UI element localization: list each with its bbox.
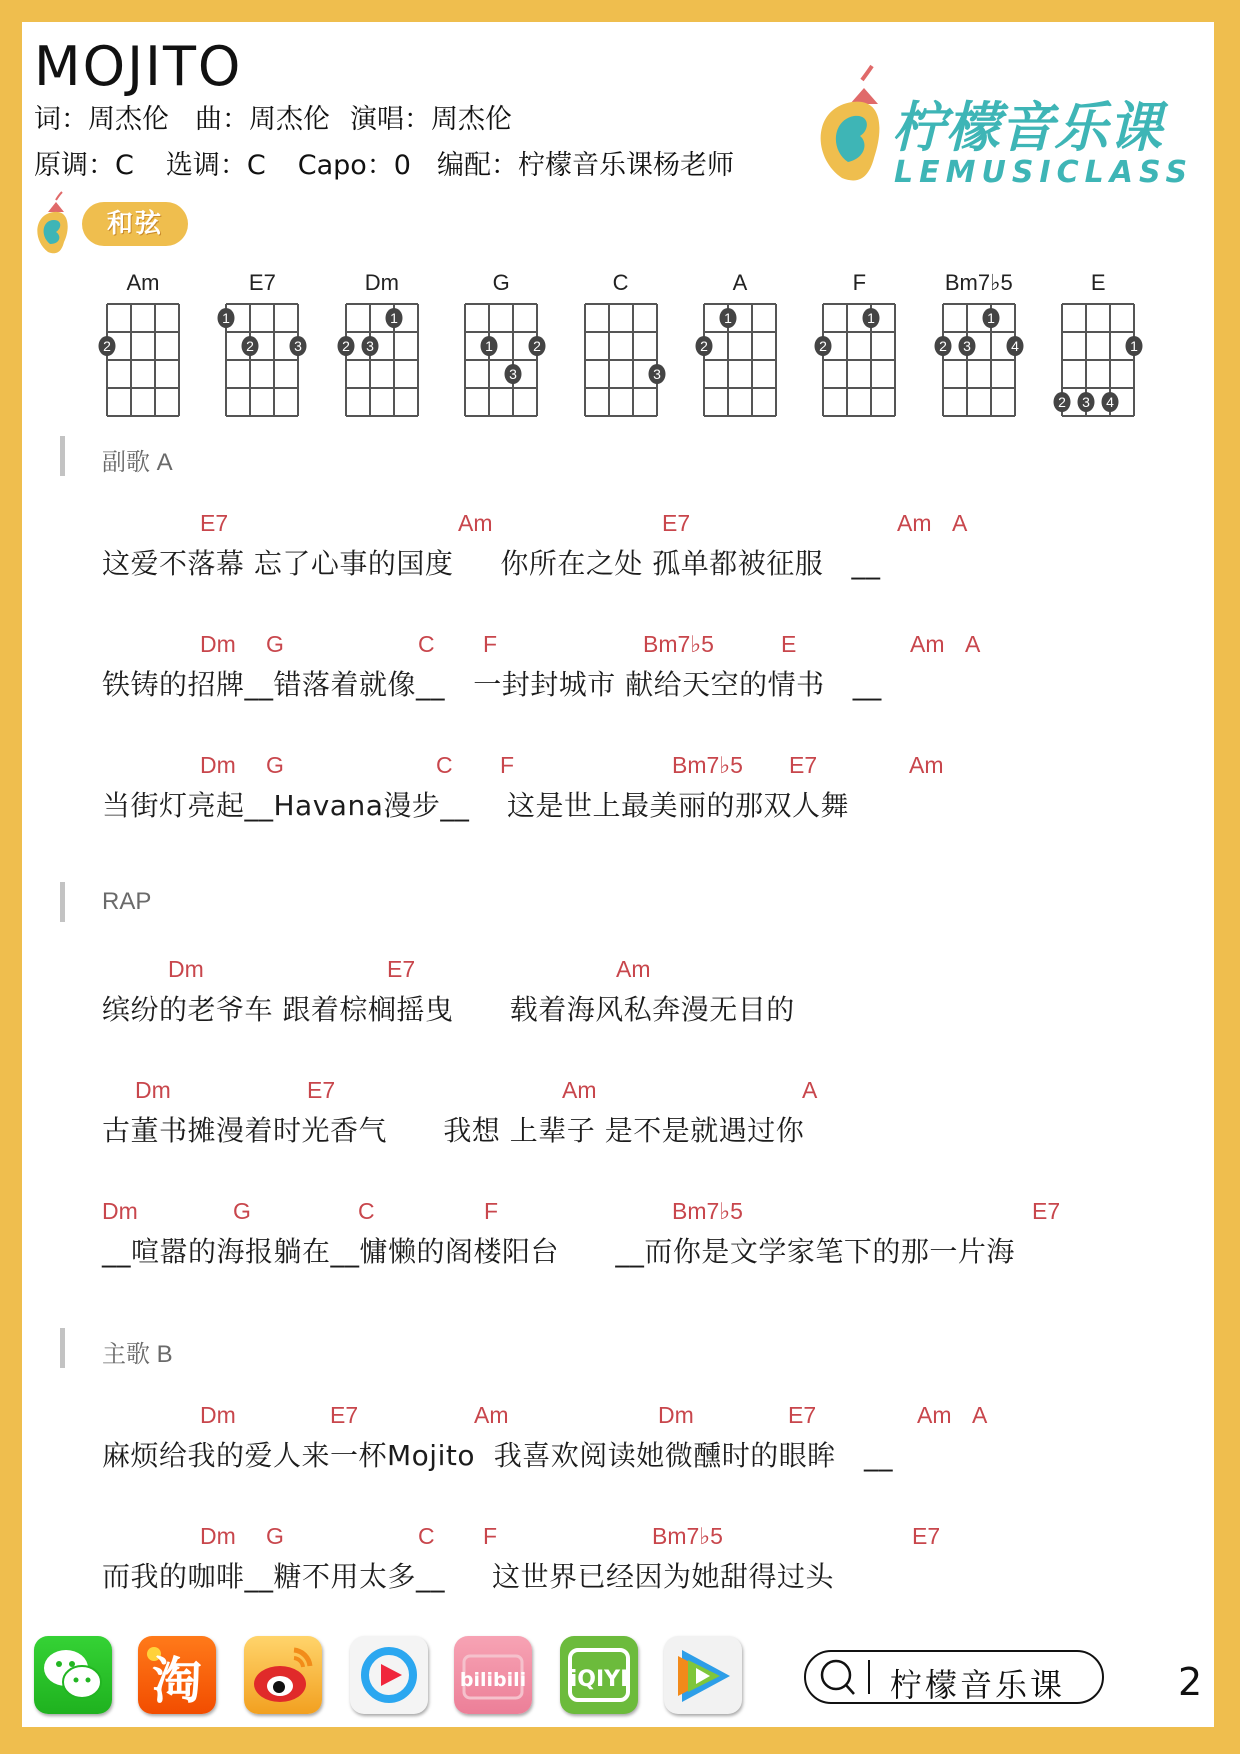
fretboard-grid: [571, 300, 681, 430]
chord-label: A: [802, 1077, 818, 1103]
chord-label: Dm: [200, 631, 236, 657]
search-divider: [868, 1660, 870, 1694]
app-icons-bar: [34, 1636, 774, 1716]
svg-text:1: 1: [986, 310, 995, 326]
section-bar: [60, 1328, 65, 1368]
wechat-icon[interactable]: [34, 1636, 112, 1714]
chord-diagram: [451, 270, 561, 440]
chord-label: E7: [662, 510, 691, 536]
svg-text:淘: 淘: [152, 1652, 202, 1710]
chord-label: G: [266, 1523, 284, 1549]
section-label: 副歌 A: [102, 449, 173, 476]
section-bar: [60, 882, 65, 922]
chord-label: Bm7♭5: [643, 631, 714, 657]
svg-text:2: 2: [819, 338, 828, 354]
fretboard-grid: [1048, 300, 1158, 430]
chord-label: F: [483, 631, 498, 657]
fretboard-grid: [93, 300, 203, 430]
credits-line: [34, 106, 512, 133]
chord-label: Bm7♭5: [672, 1198, 743, 1224]
fretboard-grid: [690, 300, 800, 430]
svg-text:3: 3: [652, 366, 661, 382]
lyric-text: 当街灯亮起__Havana漫步__ 这是世上最美丽的那双人舞: [102, 789, 849, 822]
chosen-key: 选调：C: [165, 150, 266, 181]
chord-label: E7: [200, 510, 229, 536]
fretboard-grid: [929, 300, 1039, 430]
chord-label: Am: [562, 1077, 597, 1103]
lyric-line: [102, 1402, 1202, 1472]
chord-label: E7: [789, 752, 818, 778]
chord-label: E7: [330, 1402, 359, 1428]
fretboard-grid: [212, 300, 322, 430]
chord-diagram: [332, 270, 442, 440]
chord-label: A: [972, 1402, 988, 1428]
song-title: MOJITO: [34, 35, 243, 98]
chord-diagram: [212, 270, 322, 440]
svg-text:2: 2: [700, 338, 708, 354]
chord-name: G: [492, 270, 510, 295]
svg-text:2: 2: [246, 338, 255, 354]
chord-label: C: [358, 1198, 375, 1224]
brand-logo: [812, 58, 1192, 198]
lyric-line: [102, 1077, 1202, 1147]
lemon-ear-logo-icon: [812, 58, 1192, 198]
svg-text:iQIYI: iQIYI: [569, 1667, 629, 1692]
youku-icon[interactable]: [350, 1636, 428, 1714]
svg-text:4: 4: [1106, 394, 1115, 410]
lyric-text: 缤纷的老爷车 跟着棕榈摇曳 载着海风私奔漫无目的: [102, 993, 795, 1026]
brand-name-cn: 柠檬音乐课: [892, 96, 1162, 159]
chord-label: Bm7♭5: [672, 752, 743, 778]
lyric-line: [102, 510, 1202, 580]
chord-name: Bm7♭5: [944, 270, 1013, 295]
svg-text:3: 3: [365, 338, 374, 354]
section-bar: [60, 436, 65, 476]
chord-name: Am: [126, 270, 160, 295]
chord-label: Dm: [658, 1402, 694, 1428]
chord-label: F: [500, 752, 515, 778]
chord-label: G: [233, 1198, 251, 1224]
chord-label: F: [483, 1523, 498, 1549]
search-icon: [814, 1652, 864, 1702]
section-label: RAP: [102, 888, 152, 915]
lyric-text: 古董书摊漫着时光香气 我想 上辈子 是不是就遇过你: [102, 1114, 805, 1147]
chord-label: Dm: [102, 1198, 138, 1224]
chord-label: E7: [788, 1402, 817, 1428]
chord-name: F: [852, 270, 867, 295]
lyric-line: [102, 631, 1202, 701]
chord-name: Dm: [364, 270, 399, 295]
chord-name: E7: [248, 270, 276, 295]
chord-label: C: [418, 631, 435, 657]
singer: 演唱：周杰伦: [350, 104, 512, 135]
chord-label: G: [266, 631, 284, 657]
chord-label: F: [484, 1198, 499, 1224]
lyric-line: [102, 1198, 1202, 1268]
chord-name: E: [1090, 270, 1106, 295]
section-label: 主歌 B: [102, 1341, 173, 1368]
svg-text:1: 1: [222, 310, 231, 326]
svg-text:2: 2: [1058, 394, 1067, 410]
chord-label: Dm: [200, 1402, 236, 1428]
chord-label: Am: [897, 510, 932, 536]
chord-label: Bm7♭5: [652, 1523, 723, 1549]
svg-text:2: 2: [341, 338, 350, 354]
svg-text:1: 1: [867, 310, 876, 326]
chord-name: A: [732, 270, 748, 295]
chord-label: Am: [458, 510, 493, 536]
chords-badge: 和弦: [82, 202, 188, 246]
chord-label: Dm: [135, 1077, 171, 1103]
chord-label: C: [418, 1523, 435, 1549]
chord-label: Dm: [200, 752, 236, 778]
svg-text:1: 1: [724, 310, 732, 326]
chord-diagram: [809, 270, 919, 440]
chord-label: Am: [616, 956, 651, 982]
svg-text:3: 3: [962, 338, 971, 354]
svg-text:bilibili: bilibili: [459, 1669, 527, 1691]
chord-diagram: [93, 270, 203, 440]
chord-label: G: [266, 752, 284, 778]
small-ear-logo-icon: [34, 190, 78, 256]
chord-label: A: [952, 510, 968, 536]
svg-text:3: 3: [509, 366, 518, 382]
chord-name: C: [612, 270, 629, 295]
svg-text:2: 2: [938, 338, 947, 354]
chord-label: Am: [474, 1402, 509, 1428]
chord-diagram: [929, 270, 1039, 440]
svg-text:1: 1: [389, 310, 398, 326]
chord-label: E7: [1032, 1198, 1061, 1224]
svg-text:1: 1: [485, 338, 494, 354]
lyricist: 词：周杰伦: [34, 104, 169, 135]
chord-sheet-page: [22, 22, 1214, 1727]
chord-label: E7: [307, 1077, 336, 1103]
fretboard-grid: [451, 300, 561, 430]
search-brand-pill[interactable]: [804, 1650, 1104, 1704]
svg-text:4: 4: [1010, 338, 1019, 354]
svg-text:LEMUSICLASS: LEMUSICLASS: [894, 155, 1192, 190]
lyric-line: [102, 1523, 1202, 1593]
chord-label: E7: [387, 956, 416, 982]
fretboard-grid: [809, 300, 919, 430]
chord-label: E7: [912, 1523, 941, 1549]
tencent-video-icon[interactable]: [664, 1636, 742, 1714]
svg-text:3: 3: [1082, 394, 1091, 410]
original-key: 原调：C: [34, 150, 134, 181]
fretboard-grid: [332, 300, 442, 430]
svg-text:2: 2: [533, 338, 542, 354]
chord-label: Am: [910, 631, 945, 657]
chord-diagram: [1048, 270, 1158, 440]
chord-label: Am: [909, 752, 944, 778]
lyric-text: 铁铸的招牌__错落着就像__ 一封封城市 献给天空的情书 __: [102, 668, 882, 701]
weibo-icon[interactable]: [244, 1636, 322, 1714]
chord-label: E: [781, 631, 797, 657]
chord-diagram: [571, 270, 681, 440]
svg-text:3: 3: [294, 338, 303, 354]
chord-label: Dm: [200, 1523, 236, 1549]
lyric-text: 而我的咖啡__糖不用太多__ 这世界已经因为她甜得过头: [102, 1560, 835, 1593]
bilibili-icon[interactable]: [454, 1636, 532, 1714]
arranger: 编配：柠檬音乐课杨老师: [436, 150, 734, 181]
taobao-icon[interactable]: [138, 1636, 216, 1714]
iqiyi-icon[interactable]: [560, 1636, 638, 1714]
chord-label: Dm: [168, 956, 204, 982]
composer: 曲：周杰伦: [195, 104, 330, 135]
lyric-line: [102, 956, 1202, 1026]
chord-diagram: [690, 270, 800, 440]
page-number: 2: [1178, 1660, 1203, 1704]
chord-label: C: [436, 752, 453, 778]
lyric-line: [102, 752, 1202, 822]
lyric-text: 这爱不落幕 忘了心事的国度 你所在之处 孤单都被征服 __: [102, 547, 881, 580]
lyric-text: 麻烦给我的爱人来一杯Mojito 我喜欢阅读她微醺时的眼眸 __: [102, 1439, 893, 1472]
lyric-text: __喧嚣的海报躺在__慵懒的阁楼阳台 __而你是文学家笔下的那一片海: [102, 1235, 1015, 1268]
svg-text:1: 1: [1130, 338, 1139, 354]
capo: Capo：0: [297, 150, 411, 181]
key-line: [34, 152, 734, 179]
chord-label: A: [965, 631, 981, 657]
search-text: 柠檬音乐课: [890, 1666, 1066, 1704]
chord-label: Am: [917, 1402, 952, 1428]
svg-text:2: 2: [103, 338, 111, 354]
